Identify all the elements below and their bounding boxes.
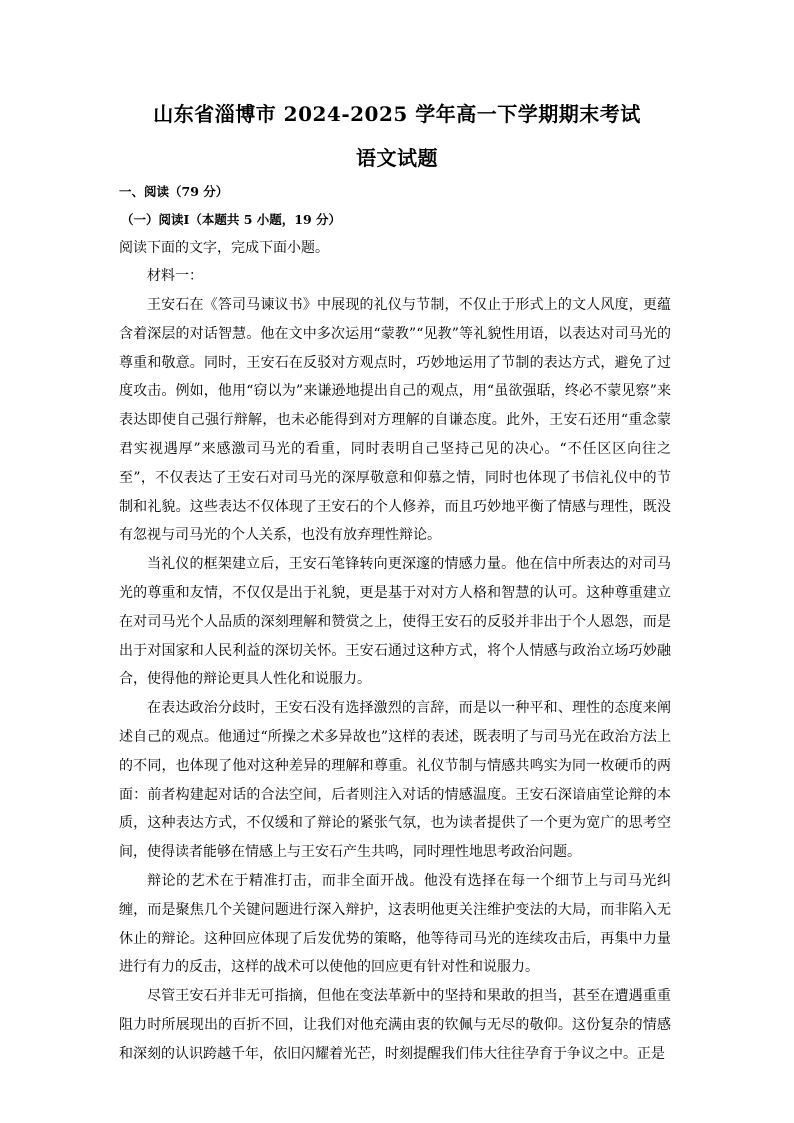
body-paragraph: 王安石在《答司马谏议书》中展现的礼仪与节制，不仅止于形式上的文人风度，更蕴含着深层的对话智慧。他在文中多次运用“蒙教”“见教”等礼貌性用语，以表达对司马光的尊重和敬意。同时，王安石在反驳对方观点时，巧妙地运用了节制的表达方式，避免了过度攻击。例如，他用“窃以为”来谦逊地提出自己的观点，用“虽欲强聒，终必不蒙见察”来表达即使自己强行辩解，也未必能得到对方理解的自谦态度。此外，王安石还用“重念蒙君实视遇厚”来感激司马光的看重，同时表明自己坚持己见的决心。“不任区区向往之至”，不仅表达了王安石对司马光的深厚敬意和仰慕之情，同时也体现了书信礼仪中的节制和礼貌。这些表达不仅体现了王安石的个人修养，而且巧妙地平衡了情感与理性，既没有忽视与司马光的个人关系，也没有放弃理性辩论。 xyxy=(119,297,671,544)
section-subheading: （一）阅读Ⅰ（本题共 5 小题，19 分） xyxy=(121,212,341,227)
document-subtitle: 语文试题 xyxy=(356,146,438,170)
body-paragraph: 当礼仪的框架建立后，王安石笔锋转向更深邃的情感力量。他在信中所表达的对司马光的尊重和友情，不仅仅是出于礼貌，更是基于对对方人格和智慧的认可。这种尊重建立在对司马光个人品质的深刻理解和赞赏之上，使得王安石的反驳并非出于个人恩怨，而是出于对国家和人民利益的深切关怀。王安石通过这种方式，将个人情感与政治立场巧妙融合，使得他的辩论更具人性化和说服力。 xyxy=(119,556,671,688)
document-title: 山东省淄博市 2024-2025 学年高一下学期期末考试 xyxy=(153,102,641,126)
body-paragraph: 在表达政治分歧时，王安石没有选择激烈的言辞，而是以一种平和、理性的态度来阐述自己的观点。他通过“所操之术多异故也”这样的表述，既表明了与司马光在政治方法上的不同，也体现了他对这种差异的理解和尊重。礼仪节制与情感共鸣实为同一枚硬币的两面：前者构建起对话的合法空间，后者则注入对话的情感温度。王安石深谙庙堂论辩的本质，这种表达方式，不仅缓和了辩论的紧张气氛，也为读者提供了一个更为宽广的思考空间，使得读者能够在情感上与王安石产生共鸣，同时理性地思考政治问题。 xyxy=(119,700,671,861)
document-body xyxy=(119,178,671,1069)
material-label: 材料一： xyxy=(147,268,203,284)
body-paragraph: 尽管王安石并非无可指摘，但他在变法革新中的坚持和果敢的担当，甚至在遭遇重重阻力时所展现出的百折不回，让我们对他充满由衷的钦佩与无尽的敬仰。这份复杂的情感和深刻的认识跨越千年，依旧闪耀着光芒，时刻提醒我们伟大往往孕育于争议之中。正是 xyxy=(119,988,671,1062)
body-paragraph: 辩论的艺术在于精准打击，而非全面开战。他没有选择在每一个细节上与司马光纠缠，而是聚焦几个关键问题进行深入辩护，这表明他更关注维护变法的大局，而非陷入无休止的辩论。这种回应体现了后发优势的策略，他等待司马光的连续攻击后，再集中力量进行有力的反击，这样的战术可以使他的回应更有针对性和说服力。 xyxy=(119,872,671,976)
reading-instruction: 阅读下面的文字，完成下面小题。 xyxy=(119,240,329,256)
section-heading: 一、阅读（79 分） xyxy=(119,184,229,199)
